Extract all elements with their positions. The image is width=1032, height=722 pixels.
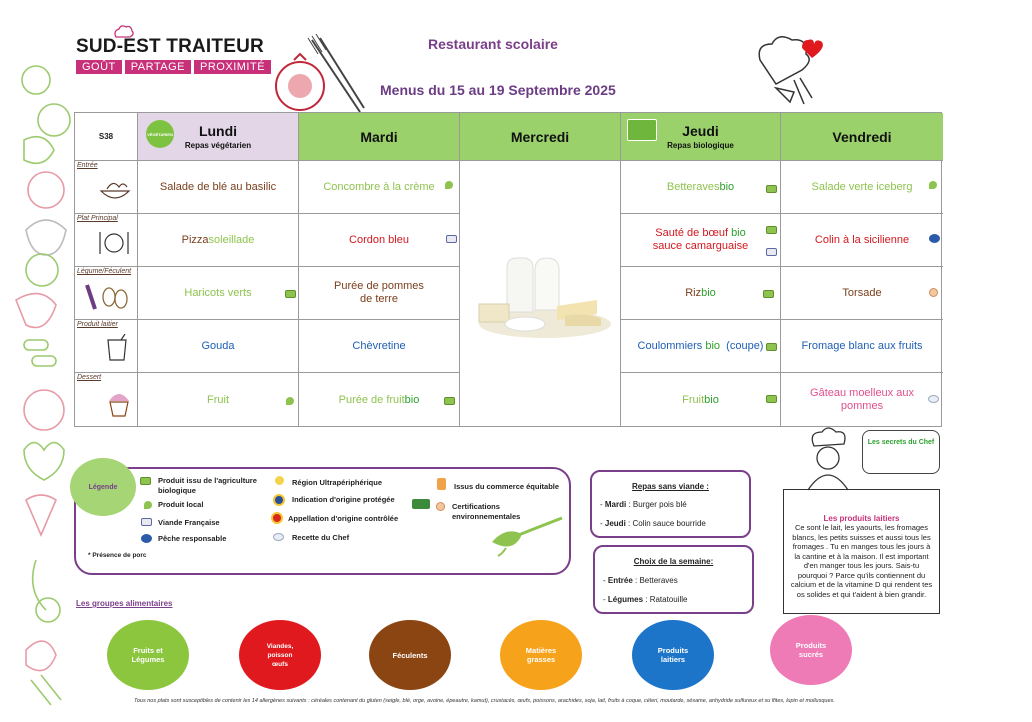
meat-free-line: - Mardi : Burger pois blé xyxy=(600,500,687,509)
day-sub: Repas végétarien xyxy=(184,141,252,150)
organic-badge-icon xyxy=(763,290,774,298)
legend-item-viande: Viande Française xyxy=(158,518,220,528)
yogurt-cup-icon xyxy=(105,334,129,364)
menu-cell-mardi-plat: Cordon bleu xyxy=(299,213,460,266)
menu-cell-mardi-entree: Concombre à la crème xyxy=(299,160,460,213)
menu-cell-jeudi-dessert: Fruit bio xyxy=(621,372,781,427)
menu-cell-lundi-plat: Pizza soleillade xyxy=(138,213,299,266)
menu-cell-lundi-entree: Salade de blé au basilic xyxy=(138,160,299,213)
legend-item-certif: Certifications environnementales xyxy=(452,502,532,522)
day-name: Lundi xyxy=(198,123,238,139)
chef-recipe-icon xyxy=(273,533,284,541)
menu-cell-lundi-laitier: Gouda xyxy=(138,319,299,372)
french-meat-icon xyxy=(766,248,777,256)
legend-item-aoc: Appellation d'origine contrôlée xyxy=(288,514,398,524)
menu-table xyxy=(74,112,942,427)
meat-free-line: - Jeudi : Colin sauce bourride xyxy=(600,519,706,528)
menu-cell-vendredi-legume: Torsade xyxy=(781,266,943,319)
organic-badge-icon xyxy=(766,226,777,234)
row-label-entree: Entrée xyxy=(75,160,138,213)
day-header-lundi xyxy=(138,113,299,160)
brand-tagline xyxy=(76,60,271,74)
pomegranate-fork-knife-illustration xyxy=(272,34,370,116)
menu-cell-jeudi-entree: Betteraves bio xyxy=(621,160,781,213)
meat-free-title: Repas sans viande : xyxy=(632,482,709,491)
french-meat-icon xyxy=(446,235,457,243)
menus-title: Menus du 15 au 19 Septembre 2025 xyxy=(380,82,616,98)
menu-cell-mardi-laitier: Chèvretine xyxy=(299,319,460,372)
food-group-produits-laitiers: Produits laitiers xyxy=(632,620,714,690)
menu-cell-jeudi-laitier: Coulommiers bio (coupe) xyxy=(621,319,781,372)
dairy-info-text: Ce sont le lait, les yaourts, les fromages blancs, les petits suisses et aussi tous les fromages . Tu en manges tous les jours à la cantine et à la maison. Il est important d'en manger tous les jours. Sais-tu pourquoi ? Parce qu'ils contiennent du calcium et de la vitamine D qui rendent tes os solides et qui t'aident à bien grandir. xyxy=(790,523,933,599)
weekly-choice-title: Choix de la semaine: xyxy=(633,557,714,566)
organic-badge-icon xyxy=(766,343,777,351)
tagline-partage: PARTAGE xyxy=(125,60,191,74)
vegetable-doodles xyxy=(6,20,76,710)
menu-cell-vendredi-plat: Colin à la sicilienne xyxy=(781,213,943,266)
legend-item-peche: Pêche responsable xyxy=(158,534,226,544)
local-product-icon xyxy=(144,501,152,509)
week-number: S38 xyxy=(98,132,114,141)
pgi-seal-icon xyxy=(273,494,285,506)
legend-item-local: Produit local xyxy=(158,500,203,510)
plate-cutlery-icon xyxy=(97,228,131,258)
row-label-legume: Légume/Féculent xyxy=(75,266,138,319)
organic-badge-icon xyxy=(444,397,455,405)
weekly-choice-line: - Légumes : Ratatouille xyxy=(603,595,688,604)
local-product-icon xyxy=(286,397,294,405)
french-meat-icon xyxy=(141,518,152,526)
week-cell xyxy=(75,113,138,160)
food-group-produits-sucres: Produits sucrés xyxy=(770,615,852,685)
weekly-choice-box xyxy=(593,545,754,614)
chef-hat-heart-illustration xyxy=(754,30,826,106)
food-groups-title: Les groupes alimentaires xyxy=(76,599,173,608)
food-group-viandes: Viandes, poisson œufs xyxy=(239,620,321,690)
tagline-gout: GOÛT xyxy=(76,60,122,74)
day-name: Mercredi xyxy=(510,128,570,145)
outermost-region-icon xyxy=(275,476,284,485)
vegetarian-badge-icon: VÉGÉTARIEN xyxy=(146,120,174,148)
weekly-choice-line: - Entrée : Betteraves xyxy=(603,576,678,585)
brand-name: SUD-EST TRAITEUR xyxy=(76,36,264,57)
fair-trade-icon xyxy=(437,478,446,490)
menu-cell-lundi-legume: Haricots verts xyxy=(138,266,299,319)
food-group-matieres-grasses: Matières grasses xyxy=(500,620,582,690)
menu-cell-mardi-legume: Purée de pommes de terre xyxy=(299,266,460,319)
eco-certification-icon xyxy=(436,502,445,511)
organic-badge-icon xyxy=(766,395,777,403)
legend-item-bio: Produit issu de l'agriculture biologique xyxy=(158,476,268,496)
porc-note: * Présence de porc xyxy=(88,552,147,559)
responsible-fishing-icon xyxy=(141,534,152,543)
day-header-jeudi xyxy=(621,113,781,160)
menu-cell-vendredi-laitier: Fromage blanc aux fruits xyxy=(781,319,943,372)
day-sub: Repas biologique xyxy=(667,141,734,150)
salad-bowl-icon xyxy=(99,175,131,205)
day-name: Jeudi xyxy=(682,123,719,139)
legend-item-equitable: Issus du commerce équitable xyxy=(454,482,559,492)
menu-cell-lundi-dessert: Fruit xyxy=(138,372,299,427)
tagline-proximite: PROXIMITÉ xyxy=(194,60,271,74)
meat-free-box xyxy=(590,470,751,538)
chef-speech-bubble: Les secrets du Chef xyxy=(862,430,940,474)
chef-character-illustration xyxy=(800,426,858,492)
allergen-footnote: Tous nos plats sont susceptibles de contenir les 14 allergènes suivants : céréales contenant du gluten (seigle, blé, orge, avoine, épeautre, kamut), crustacés, œufs, poissons, arachides, soja, lait, fruits à coque, céleri, moutarde, sésame, anhydride sulfureux et su lfites, lupin et mollusques. xyxy=(134,698,835,704)
row-label-laitier: Produit laitier xyxy=(75,319,138,372)
menu-cell-jeudi-legume: Riz bio xyxy=(621,266,781,319)
menu-cell-mardi-dessert: Purée de fruit bio xyxy=(299,372,460,427)
legend-item-rup: Région Ultrapériphérique xyxy=(292,478,382,488)
cupcake-icon xyxy=(105,385,133,419)
row-label-plat: Plat Principal xyxy=(75,213,138,266)
legend-item-chef: Recette du Chef xyxy=(292,533,349,543)
fair-trade-icon xyxy=(929,288,938,297)
legend-title-circle: Légende xyxy=(70,458,136,516)
local-product-icon xyxy=(445,181,453,189)
local-product-icon xyxy=(929,181,937,189)
chef-recipe-icon xyxy=(928,395,939,403)
eco-label-icon xyxy=(412,499,430,509)
day-header-mardi xyxy=(299,113,460,160)
day-name: Mardi xyxy=(360,128,398,145)
menu-cell-mercredi-image xyxy=(460,160,621,427)
row-label-dessert: Dessert xyxy=(75,372,138,427)
food-group-feculents: Féculents xyxy=(369,620,451,690)
dairy-products-photo xyxy=(465,244,615,344)
fork-salad-illustration xyxy=(486,514,566,558)
menu-cell-vendredi-entree: Salade verte iceberg xyxy=(781,160,943,213)
responsible-fishing-icon xyxy=(929,234,940,243)
pdo-seal-icon xyxy=(271,512,283,524)
menu-cell-jeudi-plat: Sauté de bœuf bio sauce camarguaise xyxy=(621,213,781,266)
organic-badge-icon xyxy=(285,290,296,298)
legend-item-igp: Indication d'origine protégée xyxy=(292,495,395,505)
restaurant-title: Restaurant scolaire xyxy=(428,36,558,52)
dairy-info-box xyxy=(783,489,940,614)
day-name: Vendredi xyxy=(832,128,892,145)
day-header-vendredi xyxy=(781,113,943,160)
day-header-mercredi xyxy=(460,113,621,160)
menu-cell-vendredi-dessert: Gâteau moelleux aux pommes xyxy=(781,372,943,427)
dairy-info-title: Les produits laitiers xyxy=(823,514,900,523)
organic-badge-icon xyxy=(766,185,777,193)
food-group-fruits-legumes: Fruits et Légumes xyxy=(107,620,189,690)
vegetables-icon xyxy=(81,277,131,313)
organic-badge-icon xyxy=(140,477,151,485)
eu-organic-logo-icon xyxy=(627,119,657,141)
